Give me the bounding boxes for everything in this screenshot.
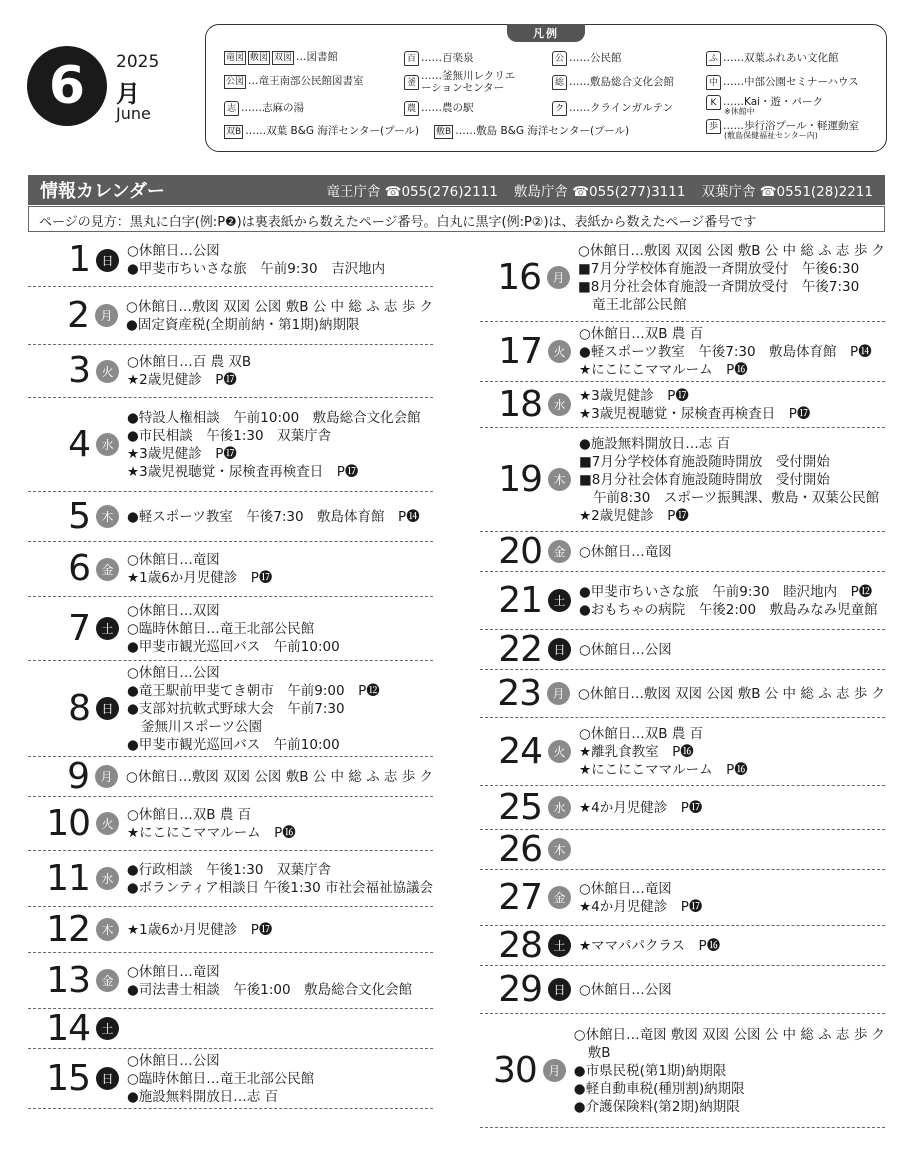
- legend-label: ……敷島 B&G 海洋センター(プール): [455, 125, 630, 138]
- event-item: ○休館日…敷図 双図 公図 敷B 公 中 総 ふ 志 歩 ク: [126, 768, 433, 785]
- day-number: 11: [46, 857, 90, 899]
- day-number: 8: [68, 687, 90, 729]
- contact-futaba: 双葉庁舎 ☎0551(28)2211: [701, 184, 873, 200]
- day-number: 19: [498, 458, 542, 500]
- event-item: ★にこにこママルーム P⓰: [579, 761, 748, 778]
- legend-item: [706, 119, 859, 140]
- event-item: ○休館日…公図: [127, 1052, 220, 1069]
- day-number: 15: [46, 1057, 90, 1099]
- legend-note: ※休館中: [724, 107, 755, 116]
- legend-label: ……農の駅: [421, 101, 474, 114]
- day-of-week-badge: 月: [95, 765, 118, 788]
- calendar-day: [480, 428, 885, 532]
- event-item: ●軽スポーツ教室 午後7:30 敷島体育館 P⓮: [579, 343, 872, 360]
- facility-mark-icon: K: [706, 95, 721, 110]
- day-of-week-badge: 土: [548, 589, 571, 612]
- event-item: ○休館日…双B 農 百: [579, 325, 704, 342]
- facility-mark-icon: ク: [552, 101, 567, 116]
- day-of-week-badge: 土: [96, 1017, 119, 1040]
- event-list: [579, 799, 885, 817]
- day-of-week-badge: 月: [547, 266, 570, 289]
- calendar-day: [480, 718, 885, 786]
- event-item: ●施設無料開放日…志 百: [579, 435, 731, 452]
- calendar-day: [480, 1014, 885, 1128]
- legend-label: …竜王南部公民館図書室: [248, 75, 364, 88]
- facility-mark-icon: 歩: [706, 119, 721, 134]
- event-item: ○休館日…敷図 双図 公図 敷B 公 中 総 ふ 志 歩 ク: [126, 298, 433, 315]
- event-list: [126, 768, 433, 786]
- day-of-week-badge: 木: [96, 918, 119, 941]
- day-of-week-badge: 木: [548, 468, 571, 491]
- day-number: 27: [498, 876, 542, 918]
- facility-mark-icon: 双図: [274, 53, 293, 63]
- calendar-day: [28, 398, 433, 492]
- event-list: [127, 806, 433, 842]
- legend-label: ……双葉ふれあい文化館: [723, 51, 839, 64]
- day-of-week-badge: 日: [96, 697, 119, 720]
- event-item: ○休館日…双図: [127, 602, 220, 619]
- legend-label: …図書館: [296, 51, 339, 64]
- calendar-day: [28, 287, 433, 345]
- legend-item: [706, 75, 859, 90]
- page-number-guide: ページの見方：黒丸に白字(例:P❷)は裏表紙から数えたページ番号。白丸に黒字(例:P②)は、表紙から数えたページ番号です: [28, 206, 885, 232]
- event-item: ●介護保険料(第2期)納期限: [573, 1098, 740, 1115]
- event-list: [579, 325, 885, 379]
- event-list: [127, 963, 433, 999]
- event-item: ○臨時休館日…竜王北部公民館: [127, 620, 315, 637]
- event-item: ●軽自動車税(種別割)納期限: [573, 1080, 745, 1097]
- day-number: 13: [46, 959, 90, 1001]
- event-item: ○休館日…竜図: [579, 543, 672, 560]
- event-list: [126, 298, 433, 334]
- day-of-week-badge: 月: [547, 682, 570, 705]
- event-item: ●甲斐市ちいさな旅 午前9:30 吉沢地内: [127, 261, 386, 277]
- calendar-day: [480, 966, 885, 1014]
- year-label: 2025: [116, 52, 160, 72]
- legend-item: [224, 125, 419, 139]
- calendar-day: [28, 907, 433, 953]
- calendar-day: [480, 786, 885, 830]
- facility-mark-icon: 農: [404, 101, 419, 116]
- event-list: [579, 981, 885, 999]
- day-number: 25: [498, 786, 542, 828]
- info-calendar-header: [28, 175, 885, 205]
- day-of-week-badge: 水: [548, 796, 571, 819]
- day-number: 20: [498, 530, 542, 572]
- day-of-week-badge: 日: [548, 978, 571, 1001]
- day-number: 7: [68, 607, 90, 649]
- event-list: [574, 1026, 885, 1116]
- event-item: ○臨時休館日…竜王北部公民館: [127, 1070, 315, 1087]
- day-number: 9: [67, 755, 90, 797]
- day-of-week-badge: 金: [96, 969, 119, 992]
- calendar-day: [480, 532, 885, 572]
- contact-ryuo: 竜王庁舎 ☎055(276)2111: [326, 184, 498, 200]
- legend-label: ……公民館: [569, 51, 622, 64]
- legend-item: [224, 75, 364, 89]
- day-of-week-badge: 日: [548, 638, 571, 661]
- event-item: ○休館日…公図: [579, 981, 672, 998]
- day-number: 18: [498, 383, 542, 425]
- day-of-week-badge: 火: [96, 360, 119, 383]
- event-item: 釜無川スポーツ公園: [141, 718, 262, 735]
- day-number: 24: [498, 730, 542, 772]
- calendar-day: [480, 234, 885, 322]
- calendar-day: [28, 345, 433, 398]
- event-item: ★4か月児健診 P⓱: [579, 799, 703, 816]
- calendar-day: [480, 870, 885, 926]
- event-list: [127, 353, 433, 389]
- day-of-week-badge: 水: [96, 867, 119, 890]
- event-list: [127, 664, 433, 754]
- legend-label: ……双葉 B&G 海洋センター(プール): [245, 125, 420, 138]
- facility-mark-icon: ふ: [706, 51, 721, 66]
- legend-item: [706, 95, 824, 116]
- event-list: [127, 1052, 433, 1106]
- day-number: 30: [492, 1049, 537, 1091]
- day-number: 17: [498, 330, 542, 372]
- month-kanji: 月: [116, 80, 140, 108]
- day-of-week-badge: 火: [96, 812, 119, 835]
- event-item: ●ボランティア相談日 午後1:30 市社会福祉協議会: [126, 879, 433, 896]
- event-item: 敷B: [587, 1044, 611, 1061]
- event-item: ○休館日…竜図: [127, 552, 220, 568]
- event-item: ○休館日…竜図 敷図 双図 公図 公 中 総 ふ 志 歩 ク: [573, 1026, 885, 1043]
- info-calendar-title: 情報カレンダー: [40, 181, 165, 202]
- facility-mark-icon: 敷図: [250, 53, 269, 63]
- legend-item: [552, 51, 622, 66]
- facility-mark-icon: 志: [224, 101, 239, 116]
- legend-note: (敷島保健福祉センター内): [724, 131, 818, 140]
- event-item: ○休館日…双B 農 百: [579, 725, 704, 742]
- event-list: [127, 551, 433, 587]
- calendar-day: [28, 542, 433, 597]
- legend-item: [224, 101, 304, 116]
- day-number: 22: [498, 628, 542, 670]
- event-item: ★3歳児健診 P⓱: [579, 387, 689, 404]
- calendar-day: [28, 1009, 433, 1049]
- day-number: 28: [498, 924, 542, 966]
- event-item: ★にこにこママルーム P⓰: [127, 824, 296, 841]
- calendar-day: [480, 670, 885, 718]
- legend-item: [404, 71, 521, 94]
- legend-item: [552, 75, 674, 90]
- event-item: ■8月分社会体育施設一斉開放受付 午後7:30: [578, 278, 860, 295]
- facility-mark-icon: 双B: [226, 127, 242, 137]
- day-number: 29: [498, 968, 542, 1010]
- day-number: 26: [498, 828, 542, 870]
- legend-label: ……中部公園セミナーハウス: [723, 75, 859, 88]
- event-item: ★3歳児視聴覚・尿検査再検査日 P⓱: [127, 463, 359, 480]
- facility-mark-icon: 釜: [404, 75, 419, 90]
- legend-item: [434, 125, 629, 139]
- event-item: ★3歳児健診 P⓱: [127, 445, 237, 462]
- day-of-week-badge: 木: [548, 838, 571, 861]
- event-item: ★にこにこママルーム P⓰: [579, 361, 748, 378]
- calendar-day: [28, 661, 433, 757]
- legend-label: ……歩行浴プール・軽運動室: [723, 119, 859, 132]
- event-item: ●行政相談 午後1:30 双葉庁舎: [126, 861, 331, 878]
- contact-numbers: [326, 180, 873, 200]
- event-item: 午前8:30 スポーツ振興課、敷島・双葉公民館: [593, 489, 880, 506]
- event-item: ★2歳児健診 P⓱: [127, 372, 237, 388]
- event-list: [579, 387, 885, 423]
- day-of-week-badge: 土: [96, 617, 119, 640]
- legend-label: ……Kai・遊・パーク: [723, 95, 824, 108]
- day-of-week-badge: 金: [548, 540, 571, 563]
- event-list: [579, 641, 885, 659]
- calendar-day: [480, 830, 885, 870]
- event-item: ○休館日…敷図 双図 公図 敷B 公 中 総 ふ 志 歩 ク: [578, 242, 885, 259]
- facility-mark-icon: 敷B: [436, 127, 452, 137]
- event-item: ●市県民税(第1期)納期限: [573, 1062, 727, 1079]
- day-number: 5: [68, 495, 90, 537]
- event-item: ○休館日…公図: [127, 664, 220, 681]
- event-item: 竜王北部公民館: [592, 296, 687, 313]
- event-item: ●施設無料開放日…志 百: [127, 1088, 279, 1105]
- event-list: [579, 880, 885, 916]
- day-of-week-badge: 水: [548, 393, 571, 416]
- event-item: ●特設人権相談 午前10:00 敷島総合文化会館: [127, 409, 421, 426]
- event-list: [579, 583, 885, 619]
- event-list: [127, 602, 433, 656]
- day-number: 21: [498, 579, 542, 621]
- day-of-week-badge: 火: [548, 340, 571, 363]
- event-item: ■7月分学校体育施設一斉開放受付 午後6:30: [578, 260, 860, 277]
- event-item: ○休館日…公図: [579, 641, 672, 658]
- day-number: 4: [68, 423, 90, 465]
- facility-mark-icon: 竜図: [226, 53, 245, 63]
- event-item: ●軽スポーツ教室 午後7:30 敷島体育館 P⓮: [127, 508, 420, 525]
- event-item: ★4か月児健診 P⓱: [579, 898, 703, 915]
- calendar-day: [28, 797, 433, 851]
- event-list: [127, 508, 433, 526]
- calendar-day: [480, 630, 885, 670]
- contact-shikishima: 敷島庁舎 ☎055(277)3111: [513, 184, 686, 200]
- facility-mark-icon: 総: [552, 75, 567, 90]
- event-item: ●市民相談 午後1:30 双葉庁舎: [127, 427, 332, 444]
- event-item: ○休館日…双B 農 百: [127, 806, 252, 823]
- day-number: 1: [68, 239, 90, 280]
- event-item: ★離乳食教室 P⓰: [579, 743, 694, 760]
- calendar-day: [28, 757, 433, 797]
- calendar-day: [28, 851, 433, 907]
- legend-item: [404, 51, 474, 66]
- legend-label: ……敷島総合文化会館: [569, 75, 674, 88]
- legend-title: 凡例: [507, 24, 585, 42]
- event-item: ★1歳6か月児健診 P⓱: [127, 921, 273, 938]
- day-number: 6: [68, 548, 90, 589]
- legend-label: ……百楽泉: [421, 51, 474, 64]
- day-of-week-badge: 金: [96, 558, 119, 581]
- facility-mark-icon: 中: [706, 75, 721, 90]
- day-of-week-badge: 月: [95, 304, 118, 327]
- legend-item: [224, 51, 338, 65]
- day-of-week-badge: 日: [96, 1067, 119, 1090]
- day-number: 14: [46, 1007, 90, 1049]
- event-list: [127, 409, 433, 481]
- event-list: [127, 242, 433, 278]
- day-of-week-badge: 日: [96, 249, 119, 272]
- month-english: June: [116, 104, 151, 123]
- calendar-day: [28, 492, 433, 542]
- calendar-day: [480, 926, 885, 966]
- day-number: 2: [67, 294, 90, 336]
- event-item: ★2歳児健診 P⓱: [579, 507, 689, 524]
- legend-item: [706, 51, 839, 66]
- event-list: [127, 861, 433, 897]
- calendar-day: [28, 953, 433, 1009]
- calendar-day: [28, 1049, 433, 1109]
- event-list: [579, 543, 885, 561]
- calendar-day: [480, 572, 885, 630]
- day-of-week-badge: 金: [548, 886, 571, 909]
- event-item: ■8月分社会体育施設随時開放 受付開始: [579, 471, 830, 488]
- event-item: ●甲斐市観光巡回バス 午前10:00: [127, 638, 340, 655]
- day-of-week-badge: 土: [548, 934, 571, 957]
- facility-mark-icon: 公: [552, 51, 567, 66]
- event-list: [579, 725, 885, 779]
- legend-label: ……志麻の湯: [241, 101, 304, 114]
- legend-label: ……釜無川レクリエーションセンター: [421, 70, 516, 94]
- event-item: ★ママパパクラス P⓰: [579, 937, 721, 954]
- event-item: ●司法書士相談 午後1:00 敷島総合文化会館: [127, 981, 413, 998]
- facility-mark-icon: 公図: [226, 77, 245, 87]
- day-number: 10: [46, 802, 90, 844]
- month-number-circle: [27, 46, 107, 126]
- event-list: [579, 937, 885, 955]
- day-number: 16: [497, 256, 542, 298]
- event-item: ●甲斐市ちいさな旅 午前9:30 睦沢地内 P⓬: [579, 583, 873, 600]
- calendar-day: [480, 322, 885, 382]
- facility-mark-icon: 百: [404, 51, 419, 66]
- event-item: ○休館日…敷図 双図 公図 敷B 公 中 総 ふ 志 歩 ク: [578, 685, 885, 702]
- calendar-day: [480, 382, 885, 428]
- event-item: ●固定資産税(全期前納・第1期)納期限: [126, 316, 360, 333]
- event-item: ★3歳児視聴覚・尿検査再検査日 P⓱: [579, 405, 811, 422]
- day-of-week-badge: 月: [543, 1059, 566, 1082]
- event-item: ●竜王駅前甲斐てき朝市 午前9:00 P⓬: [127, 682, 380, 699]
- calendar-day: [28, 234, 433, 287]
- legend-box: [205, 24, 887, 152]
- legend-label: ……クラインガルテン: [569, 101, 674, 114]
- day-of-week-badge: 木: [96, 505, 119, 528]
- event-item: ■7月分学校体育施設随時開放 受付開始: [579, 453, 830, 470]
- event-list: [578, 242, 885, 314]
- day-number: 12: [46, 908, 90, 950]
- event-item: ○休館日…竜図: [127, 963, 220, 980]
- event-list: [578, 685, 885, 703]
- event-item: ●甲斐市観光巡回バス 午前10:00: [127, 736, 340, 753]
- day-of-week-badge: 火: [548, 740, 571, 763]
- event-item: ●支部対抗軟式野球大会 午前7:30: [127, 700, 345, 717]
- event-item: ○休館日…竜図: [579, 880, 672, 897]
- legend-item: [552, 101, 673, 116]
- event-item: ○休館日…百 農 双B: [127, 354, 252, 370]
- day-number: 23: [497, 672, 542, 714]
- event-list: [579, 435, 885, 525]
- legend-item: [404, 101, 474, 116]
- event-item: ●おもちゃの病院 午後2:00 敷島みなみ児童館: [579, 601, 878, 618]
- event-list: [127, 921, 433, 939]
- event-item: ★1歳6か月児健診 P⓱: [127, 570, 273, 586]
- day-of-week-badge: 水: [96, 433, 119, 456]
- month-number: 6: [48, 56, 86, 116]
- event-item: ○休館日…公図: [127, 243, 220, 259]
- day-number: 3: [68, 350, 90, 391]
- calendar-day: [28, 597, 433, 661]
